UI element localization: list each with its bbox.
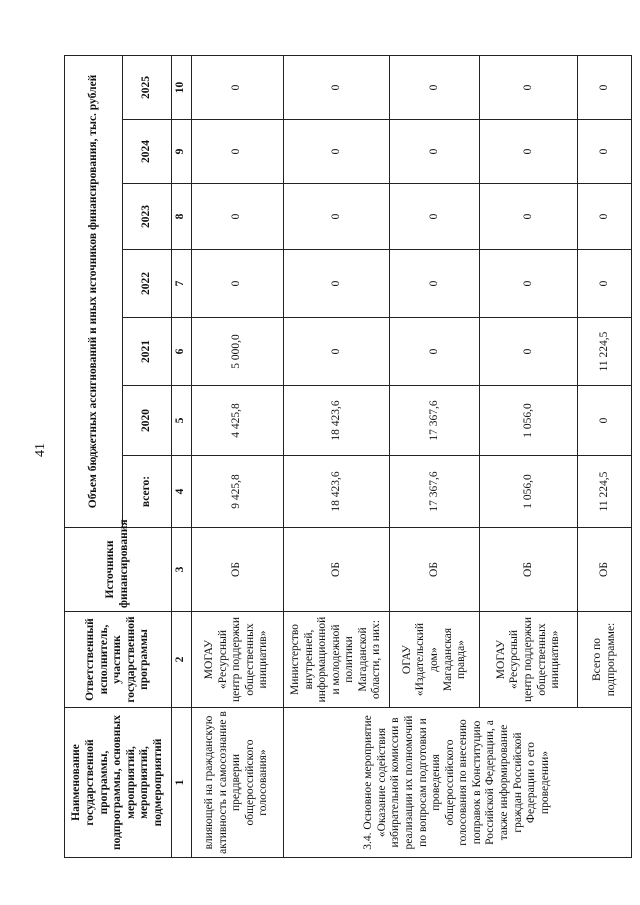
- row-value: 4 425,8: [191, 386, 283, 456]
- row-total: 1 056,0: [480, 456, 578, 528]
- row-value: 0: [390, 184, 480, 250]
- row-value: 18 423,6: [283, 386, 390, 456]
- header-year: 2023: [122, 184, 171, 250]
- row-value: 0: [191, 55, 283, 119]
- row-total: 11 224,5: [578, 456, 632, 528]
- row-value: 0: [283, 250, 390, 318]
- col-number: 5: [171, 386, 191, 456]
- row-source: ОБ: [283, 528, 390, 612]
- row-value: 0: [191, 184, 283, 250]
- row-executor: Всего по подпрограмме:: [578, 612, 632, 708]
- row-value: 0: [390, 55, 480, 119]
- header-year: 2020: [122, 386, 171, 456]
- col-number: 9: [171, 120, 191, 184]
- row-executor: ОГАУ «Издательский дом» Магаданская правда»: [390, 612, 480, 708]
- col-number: 1: [171, 708, 191, 858]
- row-source: ОБ: [390, 528, 480, 612]
- col-number: 4: [171, 456, 191, 528]
- row-value: 1 056,0: [480, 386, 578, 456]
- row-total: 17 367,6: [390, 456, 480, 528]
- row-executor: МОГАУ «Ресурсный центр поддержки общественных инициатив»: [191, 612, 283, 708]
- row-name: 3.4. Основное мероприятие «Оказание содействия избирательной комиссии в реализации их полномочий по вопросам подготовки и проведения общероссийского голосования по внесению поправок в Конституцию Российской Федерации, а также информирование граждан Российской Федерации о его проведении»: [283, 708, 631, 858]
- row-total: 9 425,8: [191, 456, 283, 528]
- col-number: 10: [171, 55, 191, 119]
- row-value: 0: [480, 184, 578, 250]
- col-number: 3: [171, 528, 191, 612]
- col-number: 2: [171, 612, 191, 708]
- row-source: ОБ: [578, 528, 632, 612]
- row-value: 0: [390, 120, 480, 184]
- row-executor: Министерство внутренней, информационной и молодежной политики Магаданской области, из них:: [283, 612, 390, 708]
- row-value: 0: [578, 120, 632, 184]
- row-value: 0: [191, 250, 283, 318]
- col-number: 8: [171, 184, 191, 250]
- col-number: 7: [171, 250, 191, 318]
- row-value: 0: [480, 55, 578, 119]
- row-value: 0: [578, 386, 632, 456]
- row-value: 0: [283, 120, 390, 184]
- table-row: [283, 55, 390, 857]
- row-value: 0: [480, 120, 578, 184]
- header-year: 2025: [122, 55, 171, 119]
- row-value: 11 224,5: [578, 318, 632, 386]
- row-total: 18 423,6: [283, 456, 390, 528]
- row-value: 0: [578, 55, 632, 119]
- header-total: всего:: [122, 456, 171, 528]
- row-executor: МОГАУ «Ресурсный центр поддержки общественных инициатив»: [480, 612, 578, 708]
- row-source: ОБ: [480, 528, 578, 612]
- row-value: 17 367,6: [390, 386, 480, 456]
- row-value: 0: [283, 318, 390, 386]
- row-value: 0: [191, 120, 283, 184]
- row-value: 0: [578, 184, 632, 250]
- funding-table: [64, 55, 632, 858]
- col-number: 6: [171, 318, 191, 386]
- header-year: 2021: [122, 318, 171, 386]
- row-value: 0: [480, 318, 578, 386]
- page-number: 41: [33, 443, 48, 457]
- row-value: 5 000,0: [191, 318, 283, 386]
- header-year: 2022: [122, 250, 171, 318]
- row-source: ОБ: [191, 528, 283, 612]
- table-row: [191, 55, 283, 857]
- header-funding: Объем бюджетных ассигнований и иных источников финансирования, тыс. рублей: [65, 55, 123, 527]
- row-value: 0: [480, 250, 578, 318]
- row-value: 0: [283, 55, 390, 119]
- row-value: 0: [578, 250, 632, 318]
- funding-table-sheet: [64, 56, 632, 858]
- row-value: 0: [390, 318, 480, 386]
- header-executor: Ответственный исполнитель, участник государственной программы: [65, 612, 172, 708]
- header-name: Наименование государственной программы, подпрограммы, основных мероприятий, мероприятий, подмероприятий: [65, 708, 172, 858]
- row-name: влияющей на гражданскую активность и самосознание в преддверии общероссийского голосования»: [191, 708, 283, 858]
- header-year: 2024: [122, 120, 171, 184]
- row-value: 0: [283, 184, 390, 250]
- header-source: Источники финансирования: [65, 528, 172, 612]
- row-value: 0: [390, 250, 480, 318]
